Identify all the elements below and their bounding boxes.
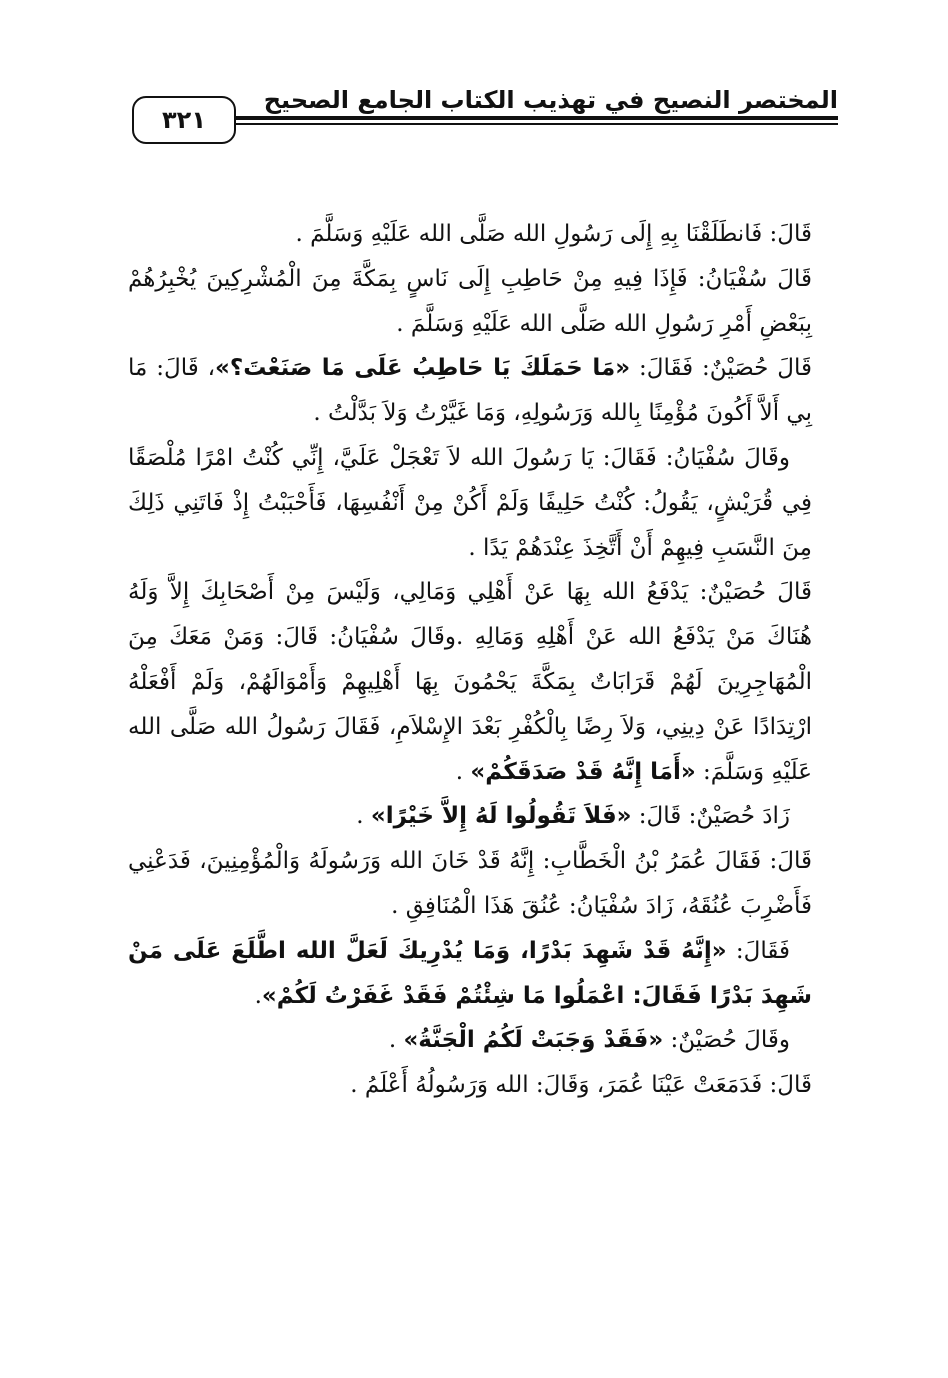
paragraph-text: زَادَ حُصَيْنٌ: قَالَ:: [631, 803, 790, 830]
paragraph: [128, 436, 812, 570]
paragraph-text: وقَالَ حُصَيْنٌ:: [663, 1027, 790, 1054]
page-number-box: [132, 96, 236, 144]
paragraph-text: ، قَالَ: مَا بِي أَلاَّ أَكُونَ مُؤْمِنًا بِالله وَرَسُولِهِ، وَمَا غَيَّرْتُ وَلاَ بَدَّلْتُ .: [128, 355, 812, 427]
paragraph: [128, 1018, 812, 1063]
paragraph-text: .: [356, 803, 371, 830]
paragraph-text: .: [388, 1027, 404, 1054]
paragraph-text: قَالَ: فَانطَلَقْنَا بِهِ إِلَى رَسُولِ الله صَلَّى الله عَلَيْهِ وَسَلَّمَ .: [295, 221, 812, 247]
hadith-quote: «أَمَا إِنَّهُ قَدْ صَدَقَكُمْ»: [470, 758, 696, 785]
hadith-quote: «فَقَدْ وَجَبَتْ لَكُمُ الْجَنَّةُ»: [403, 1027, 664, 1054]
paragraph-text: قَالَ حُصَيْنٌ: يَدْفَعُ الله بِهَا عَنْ أَهْلِي وَمَالِي، وَلَيْسَ مِنْ أَصْحَابِكَ إِلاَّ وَلَهُ هُنَاكَ مَنْ يَدْفَعُ الله عَنْ أَهْلِهِ وَمَالِهِ .وقَالَ سُفْيَانُ: قَالَ: وَمَنْ مَعَكَ مِنَ الْمُهَاجِرِينَ لَهُمْ قَرَابَاتٌ بِمَكَّةَ يَحْمُونَ بِهَا أَهْلِيهِمْ وَأَمْوَالَهُمْ، وَلَمْ أَفْعَلْهُ ارْتِدَادًا عَنْ دِينِي، وَلاَ رِضًا بِالْكُفْرِ بَعْدَ الإِسْلاَمِ، فَقَالَ رَسُولُ الله صَلَّى الله عَلَيْهِ وَسَلَّمَ:: [128, 579, 812, 785]
hadith-quote: «إِنَّهُ قَدْ شَهِدَ بَدْرًا، وَمَا يُدْرِيكَ لَعَلَّ الله اطَّلَعَ عَلَى مَنْ شَهِدَ بَدْرًا فَقَالَ: اعْمَلُوا مَا شِئْتُمْ فَقَدْ غَفَرْتُ لَكُمْ»: [128, 937, 812, 1009]
paragraph-text: قَالَ: فَقَالَ عُمَرُ بْنُ الْخَطَّابِ: إِنَّهُ قَدْ خَانَ الله وَرَسُولَهُ وَالْمُؤْمِنِينَ، فَدَعْنِي فَأَضْرِبَ عُنُقَهُ، زَادَ سُفْيَانُ: عُنُقَ هَذَا الْمُنَافِقِ .: [128, 848, 812, 919]
page-header: [0, 80, 948, 160]
body-text: [128, 212, 812, 1108]
paragraph: [128, 257, 812, 347]
header-rule-thick: [228, 116, 838, 120]
paragraph-text: قَالَ: فَدَمَعَتْ عَيْنَا عُمَرَ، وَقَالَ: الله وَرَسُولُهُ أَعْلَمُ .: [350, 1072, 812, 1099]
paragraph-text: .: [254, 982, 262, 1009]
paragraph: [128, 794, 812, 839]
paragraph-text: فَقَالَ:: [726, 937, 790, 964]
paragraph: [128, 929, 812, 1019]
paragraph-text: قَالَ سُفْيَانُ: فَإِذَا فِيهِ مِنْ حَاطِبِ إِلَى نَاسٍ بِمَكَّةَ مِنَ الْمُشْرِكِينَ يُخْبِرُهُمْ بِبَعْضِ أَمْرِ رَسُولِ الله صَلَّى الله عَلَيْهِ وَسَلَّمَ .: [128, 265, 813, 337]
paragraph: [128, 570, 812, 794]
paragraph: [128, 346, 812, 436]
paragraph-text: وقَالَ سُفْيَانُ: فَقَالَ: يَا رَسُولَ الله لاَ تَعْجَلْ عَلَيَّ، إِنِّي كُنْتُ امْرًا مُلْصَقًا فِي قُرَيْشٍ، يَقُولُ: كُنْتُ حَلِيفًا وَلَمْ أَكُنْ مِنْ أَنْفُسِهَا، فَأَحْبَبْتُ إِذْ فَاتَنِي ذَلِكَ مِنَ النَّسَبِ فِيهِمْ أَنْ أَتَّخِذَ عِنْدَهُمْ يَدًا .: [128, 444, 812, 561]
running-title: المختصر النصيح في تهذيب الكتاب الجامع الصحيح: [263, 86, 838, 114]
paragraph: [128, 1063, 812, 1108]
header-rule-thin: [228, 123, 838, 125]
paragraph: [128, 212, 812, 257]
paragraph: [128, 839, 812, 929]
paragraph-text: .: [455, 758, 471, 785]
page-number: ٣٢١: [162, 106, 206, 134]
hadith-quote: «مَا حَمَلَكَ يَا حَاطِبُ عَلَى مَا صَنَعْتَ؟»: [215, 355, 631, 382]
hadith-quote: «فَلاَ تَقُولُوا لَهُ إِلاَّ خَيْرًا»: [370, 803, 632, 830]
paragraph-text: قَالَ حُصَيْنٌ: فَقَالَ:: [630, 355, 813, 382]
